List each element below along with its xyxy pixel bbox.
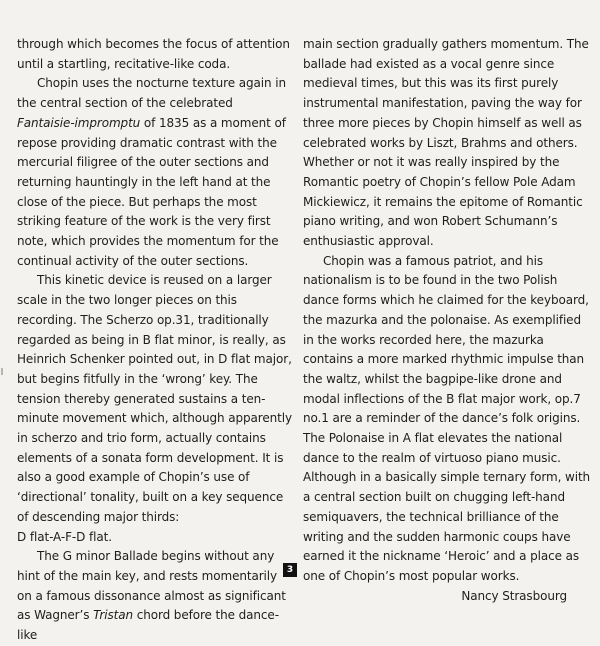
author-signature: Nancy Strasbourg <box>461 588 567 603</box>
paragraph: through which becomes the focus of attention until a startling, recitative-like coda. <box>17 37 290 71</box>
paragraph <box>17 74 292 271</box>
text: chord before the dance-like <box>17 608 279 643</box>
paragraph: This kinetic device is reused on a larger scale in the two longer pieces on this recording. The Scherzo op.31, traditionally regarded as being in B flat minor, is really, as Heinrich Schenker pointed out, in D flat major, but begins fitfully in the ‘wrong’ key. The tension thereby generated sustains a ten-minute movement which, although apparently in scherzo and trio form, actually contains elements of a sonata form development. It is also a good example of Chopin’s use of ‘directional’ tonality, built on a key sequence of descending major thirds: <box>17 273 292 524</box>
paragraph <box>17 547 292 646</box>
text: of 1835 as a moment of repose providing dramatic contrast with the mercurial filigree of the outer sections and returning hauntingly in the left hand at the close of the piece. But perhaps the most striking feature of the work is the very first note, which provides the momentum for the continual activity of the outer sections. <box>17 115 286 268</box>
paragraph: Chopin was a famous patriot, and his nationalism is to be found in the two Polish dance forms which he claimed for the keyboard, the mazurka and the polonaise. As exemplified in the works recorded here, the mazurka contains a more marked rhythmic impulse than the waltz, whilst the bagpipe-like drone and modal inflections of the B flat major work, op.7 no.1 are a reminder of the dance’s folk origins. The Polonaise in A flat elevates the national dance to the realm of virtuoso piano music. Although in a basically simple ternary form, with a central section built on chugging left-hand semiquavers, the technical brilliance of the writing and the sudden harmonic coups have earned it the nickname ‘Heroic’ and a place as one of Chopin’s most popular works. <box>303 253 591 583</box>
margin-mark <box>1 368 3 375</box>
left-column <box>17 35 292 646</box>
page-number: 3 <box>283 563 297 577</box>
paragraph: main section gradually gathers momentum. The ballade had existed as a vocal genre since medieval times, but this was its first purely instrumental manifestation, paving the way for three more pieces by Chopin himself as well as celebrated works by Liszt, Brahms and others. Whether or not it was really inspired by the Romantic poetry of Chopin’s fellow Pole Adam Mickiewicz, it remains the epitome of Romantic piano writing, and won Robert Schumann’s enthusiastic approval. <box>303 37 589 249</box>
text: Chopin uses the nocturne texture again in the central section of the celebrated <box>17 76 286 111</box>
right-column <box>303 35 593 606</box>
work-title: Tristan <box>93 608 133 623</box>
paragraph-continuation: D flat-A-F-D flat. <box>17 529 112 544</box>
work-title: Fantaisie-impromptu <box>17 115 141 130</box>
text: The G minor Ballade begins without any hint of the main key, and rests momentarily on a famous dissonance almost as significant as Wagner’s <box>17 549 286 623</box>
